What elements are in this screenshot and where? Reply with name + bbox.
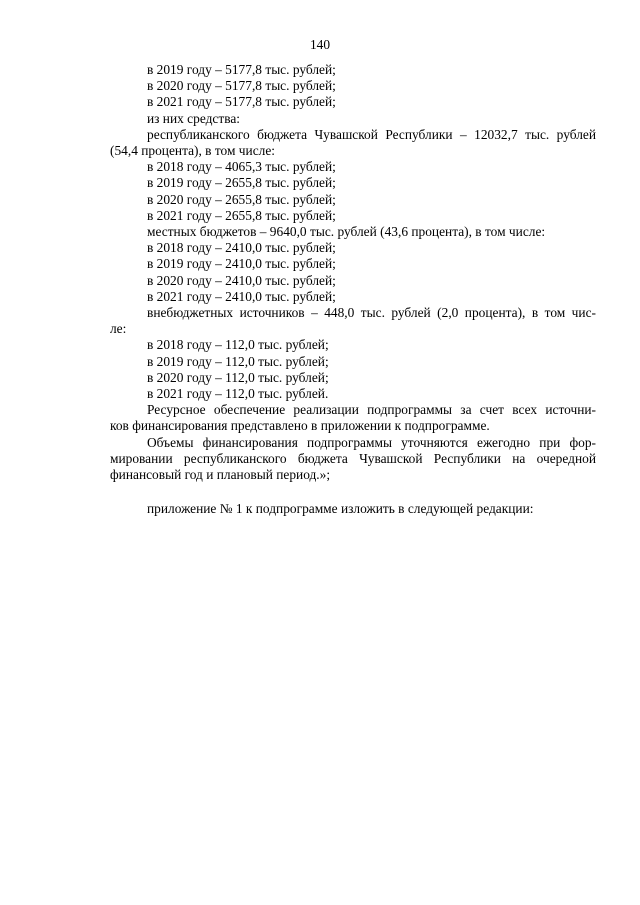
text-line: Ресурсное обеспечение реализации подпрограммы за счет всех источни- — [147, 402, 596, 418]
document-body — [110, 62, 596, 517]
text-line: в 2018 году – 2410,0 тыс. рублей; — [147, 240, 336, 256]
text-line: местных бюджетов – 9640,0 тыс. рублей (43,6 процента), в том числе: — [147, 224, 546, 240]
page-number: 140 — [309, 37, 331, 52]
text-line: в 2020 году – 5177,8 тыс. рублей; — [147, 78, 336, 94]
text-line: в 2018 году – 112,0 тыс. рублей; — [147, 337, 329, 353]
text-line: мировании республиканского бюджета Чувашской Республики на очередной — [110, 450, 596, 466]
text-line: в 2020 году – 2655,8 тыс. рублей; — [147, 191, 336, 207]
text-line: в 2019 году – 112,0 тыс. рублей; — [147, 353, 329, 369]
text-line: внебюджетных источников – 448,0 тыс. рублей (2,0 процента), в том чис- — [147, 305, 596, 321]
text-line: ле: — [110, 321, 127, 337]
paragraph-gap — [110, 483, 596, 501]
text-line: в 2018 году – 4065,3 тыс. рублей; — [147, 159, 336, 175]
text-line: республиканского бюджета Чувашской Республики – 12032,7 тыс. рублей — [147, 126, 596, 142]
text-line: из них средства: — [147, 110, 241, 126]
text-line: в 2019 году – 2655,8 тыс. рублей; — [147, 175, 336, 191]
text-line: в 2021 году – 2410,0 тыс. рублей; — [147, 288, 336, 304]
text-line: в 2021 году – 112,0 тыс. рублей. — [147, 386, 329, 402]
text-line: ков финансирования представлено в приложении к подпрограмме. — [110, 418, 490, 434]
text-line: в 2021 году – 5177,8 тыс. рублей; — [147, 94, 336, 110]
text-line: (54,4 процента), в том числе: — [110, 143, 275, 159]
text-line: в 2021 году – 2655,8 тыс. рублей; — [147, 207, 336, 223]
text-line: приложение № 1 к подпрограмме изложить в следующей редакции: — [147, 501, 534, 517]
text-line: в 2020 году – 2410,0 тыс. рублей; — [147, 272, 336, 288]
text-line: Объемы финансирования подпрограммы уточняются ежегодно при фор- — [147, 434, 596, 450]
text-line: в 2020 году – 112,0 тыс. рублей; — [147, 369, 329, 385]
text-line: в 2019 году – 5177,8 тыс. рублей; — [147, 62, 336, 77]
text-line: финансовый год и плановый период.»; — [110, 467, 331, 483]
text-line: в 2019 году – 2410,0 тыс. рублей; — [147, 256, 336, 272]
